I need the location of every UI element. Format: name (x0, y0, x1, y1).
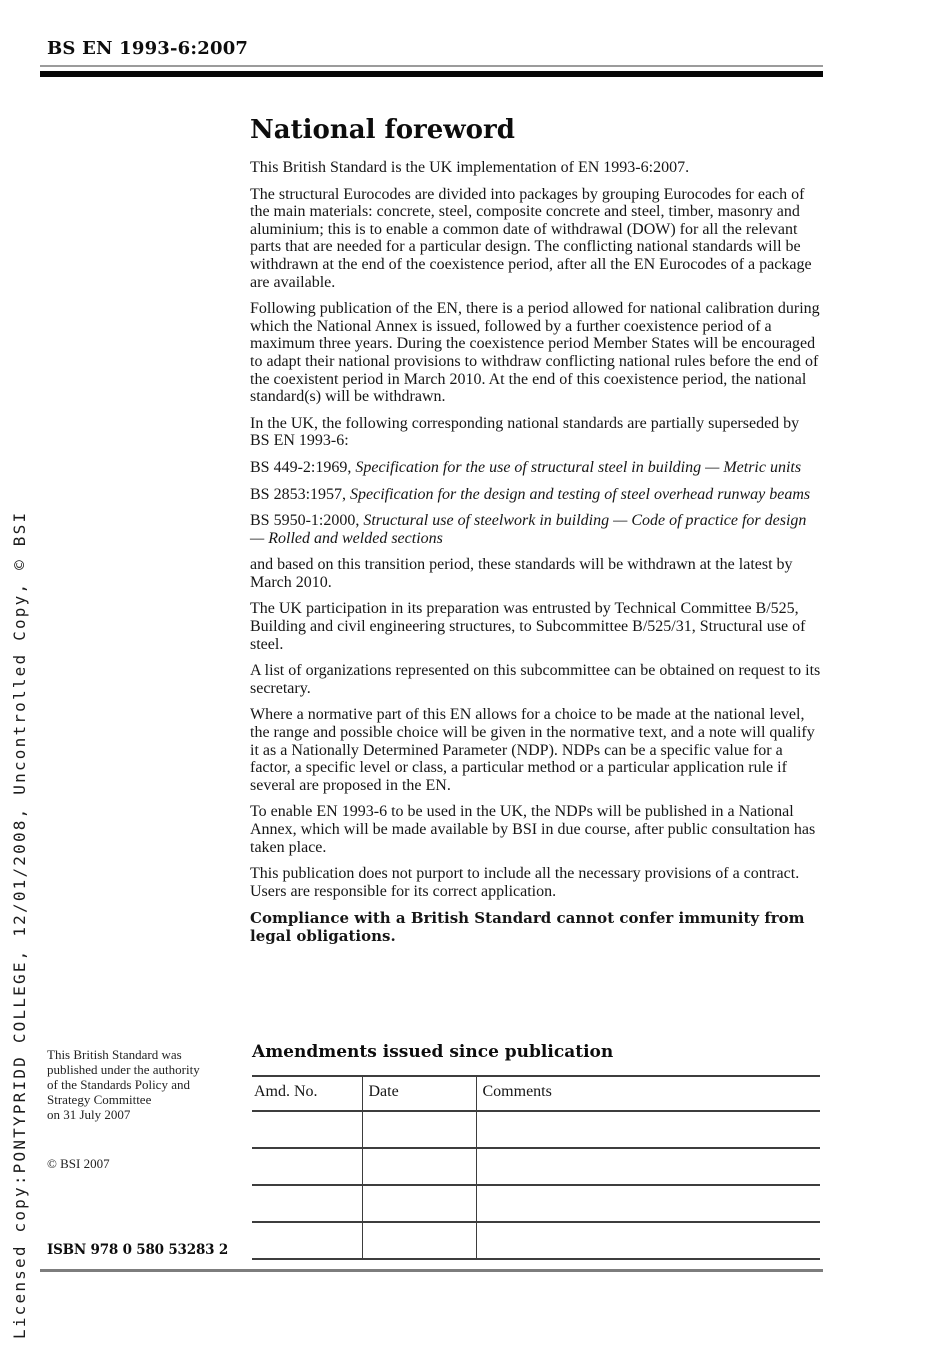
reference-title: Specification for the use of structural steel in building — Metric units (355, 458, 802, 476)
copyright-notice: © BSI 2007 (47, 1156, 110, 1171)
standard-code-header: BS EN 1993-6:2007 (47, 38, 249, 59)
publication-note-line: published under the authority (47, 1062, 200, 1077)
foreword-paragraph: Where a normative part of this EN allows for a choice to be made at the national level, the range and possible choice will be given in the normative text, and a note will qualify it as a Nationally Determined Parameter (NDP). NDPs can be a specific value for a factor, a specific level or class, a particular method or a particular application rule if several are proposed in the EN. (250, 706, 815, 794)
amendments-cell (362, 1111, 476, 1148)
reference-title: Structural use of steelwork in building — Code of practice for design — Rolled and welded sections (250, 512, 807, 547)
publication-authority-note (47, 1047, 247, 1122)
amendments-cell (362, 1148, 476, 1185)
foreword-paragraph: Following publication of the EN, there is a period allowed for national calibration during which the National Annex is issued, followed by a further coexistence period of a maximum three years. During the coexistence period Member States will be encouraged to adapt their national provisions to withdraw conflicting national rules before the end of the coexistent period in March 2010. At the end of this coexistence period, the national standard(s) will be withdrawn. (250, 300, 820, 406)
standard-reference (250, 512, 822, 547)
table-row (252, 1185, 820, 1222)
publication-note-line: on 31 July 2007 (47, 1107, 131, 1122)
amendments-cell (476, 1148, 820, 1185)
table-row (252, 1111, 820, 1148)
reference-number: BS 2853:1957, (250, 485, 347, 503)
foreword-paragraph: This British Standard is the UK implementation of EN 1993-6:2007. (250, 159, 690, 176)
foreword-paragraph: The UK participation in its preparation was entrusted by Technical Committee B/525, Building and civil engineering structures, to Subcommittee B/525/31, Structural use of steel. (250, 600, 806, 653)
table-row (252, 1148, 820, 1185)
column-header-amd-no: Amd. No. (252, 1076, 362, 1111)
foreword-paragraph: The structural Eurocodes are divided into packages by grouping Eurocodes for each of the main materials: concrete, steel, composite concrete and steel, timber, masonry and aluminium; this is to enable a common date of withdrawal (DOW) for all the relevant parts that are needed for a particular design. The conflicting national standards will be withdrawn at the end of the coexistence period, after all the EN Eurocodes of a package are available. (250, 185, 812, 291)
reference-number: BS 5950-1:2000, (250, 512, 360, 530)
header-rule-thick (40, 71, 823, 77)
footer-rule (40, 1269, 823, 1272)
amendments-cell (252, 1222, 362, 1259)
publication-note-line: Strategy Committee (47, 1092, 152, 1107)
foreword-paragraph: In the UK, the following corresponding national standards are partially superseded by BS EN 1993-6: (250, 414, 800, 450)
foreword-paragraph: A list of organizations represented on this subcommittee can be obtained on request to its secretary. (250, 662, 821, 697)
amendments-section (252, 1042, 820, 1260)
foreword-paragraph: To enable EN 1993-6 to be used in the UK, the NDPs will be published in a National Annex, which will be made available by BSI in due course, after public consultation has taken place. (250, 803, 816, 856)
publication-note-line: of the Standards Policy and (47, 1077, 190, 1092)
standard-reference (250, 459, 822, 477)
amendments-cell (476, 1222, 820, 1259)
amendments-cell (362, 1185, 476, 1222)
license-watermark-text: Licensed copy:PONTYPRIDD COLLEGE, 12/01/2008, Uncontrolled Copy, © BSI (10, 510, 29, 1339)
table-row (252, 1222, 820, 1259)
column-header-date: Date (362, 1076, 476, 1111)
amendments-cell (362, 1222, 476, 1259)
amendments-cell (252, 1111, 362, 1148)
amendments-table (252, 1075, 820, 1260)
foreword-body (250, 159, 822, 945)
amendments-cell (476, 1111, 820, 1148)
foreword-paragraph: and based on this transition period, these standards will be withdrawn at the latest by March 2010. (250, 556, 793, 591)
standard-reference (250, 486, 822, 504)
publication-note-line: This British Standard was (47, 1047, 182, 1062)
page-title: National foreword (250, 115, 515, 146)
reference-number: BS 449-2:1969, (250, 458, 352, 476)
foreword-paragraph: This publication does not purport to include all the necessary provisions of a contract. Users are responsible for its correct application. (250, 865, 800, 900)
header-rule-thin (40, 65, 823, 67)
amendments-cell (252, 1148, 362, 1185)
column-header-comments: Comments (476, 1076, 820, 1111)
isbn-number: ISBN 978 0 580 53283 2 (47, 1242, 229, 1258)
amendments-cell (476, 1185, 820, 1222)
amendments-title: Amendments issued since publication (252, 1042, 614, 1062)
compliance-note: Compliance with a British Standard cannot confer immunity from legal obligations. (250, 909, 805, 946)
amendments-header-row (252, 1076, 820, 1111)
amendments-cell (252, 1185, 362, 1222)
reference-title: Specification for the design and testing of steel overhead runway beams (350, 485, 811, 503)
